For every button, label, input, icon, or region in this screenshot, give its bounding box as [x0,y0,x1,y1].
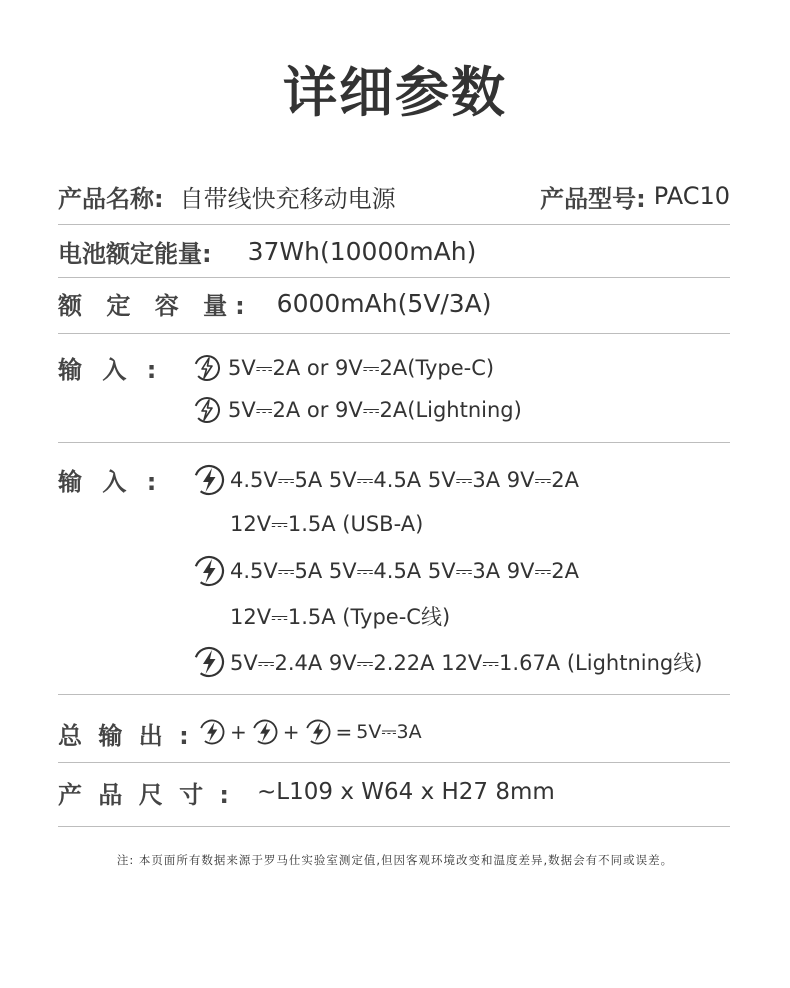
output-line [230,600,450,632]
footnote: 注: 本页面所有数据来源于罗马仕实验室测定值,但因客观环境改变和温度差异,数据会有不同或误差。 [116,853,674,867]
output-type-c-tail: 12V⎓1.5A (Type-C线) [230,605,451,629]
product-name-row [58,178,730,214]
product-name-label: 产品名称: [58,184,164,213]
output-label: 输 入 : [58,468,163,496]
capacity-value: 6000mAh(5V/3A) [276,288,492,318]
lightning-bolt-icon [192,554,226,588]
output-line [230,508,423,540]
output-line [192,462,579,498]
product-model-label: 产品型号: [540,184,646,213]
plus-sign: + [282,720,300,744]
divider [58,224,730,225]
input-line [192,394,522,426]
energy-value: 37Wh(10000mAh) [247,236,477,266]
plus-sign: + [230,720,247,744]
page-title: 详细参数 [283,61,507,124]
size-row [58,774,730,810]
output-lightning-values: 5V⎓2.4A 9V⎓2.22A 12V⎓1.67A (Lightning线) [230,651,703,675]
size-label: 产 品 尺 寸 : [58,780,234,809]
lightning-bolt-icon [192,463,226,497]
output-type-c-values: 4.5V⎓5A 5V⎓4.5A 5V⎓3A 9V⎓2A [230,558,579,583]
product-name-value: 自带线快充移动电源 [179,184,396,213]
capacity-row [58,285,730,321]
charge-in-icon [192,353,222,383]
divider [58,826,730,827]
input-line [192,352,494,384]
lightning-bolt-icon [198,718,226,746]
size-value: ~L109 x W64 x H27 8mm [257,779,555,805]
output-usb-a-tail: 12V⎓1.5A (USB-A) [230,511,424,536]
input-label: 输 入 : [58,356,163,384]
product-model-value: PAC10 [653,182,730,210]
divider [58,762,730,763]
lightning-bolt-icon [304,718,332,746]
total-output-label: 总 输 出 : [58,722,193,750]
charge-in-icon [192,395,222,425]
lightning-bolt-icon [192,645,226,679]
output-line [192,553,579,589]
input-lightning-text: 5V⎓2A or 9V⎓2A(Lightning) [228,397,522,422]
divider [58,333,730,334]
output-usb-a-values: 4.5V⎓5A 5V⎓4.5A 5V⎓3A 9V⎓2A [230,467,579,492]
capacity-label: 额 定 容 量: [58,291,253,320]
total-output-formula [198,716,422,748]
lightning-bolt-icon [251,718,279,746]
total-output-value: 5V⎓3A [356,721,422,743]
output-line [192,644,702,680]
divider [58,694,730,695]
divider [58,442,730,443]
energy-row [58,233,730,269]
energy-label: 电池额定能量: [58,239,212,268]
divider [58,277,730,278]
equals-sign: = [335,720,353,744]
input-type-c-text: 5V⎓2A or 9V⎓2A(Type-C) [228,355,495,380]
